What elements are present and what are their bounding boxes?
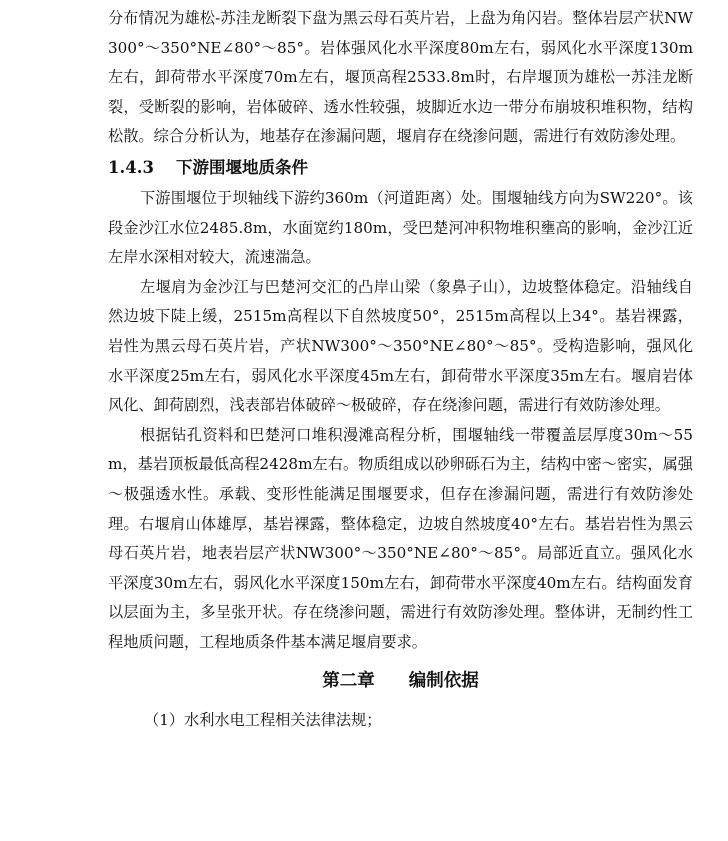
section-heading [108, 152, 693, 184]
document-page [108, 4, 693, 735]
paragraph-upstream-cofferdam-end: 分布情况为雄松-苏洼龙断裂下盘为黑云母石英片岩，上盘为角闪岩。整体岩层产状NW300°～350°NE∠80°～85°。岩体强风化水平深度80m左右，弱风化水平深度130m左右，卸荷带水平深度70m左右，堰顶高程2533.8m时，右岸堰顶为雄松一苏洼龙断裂，受断裂的影响，岩体破碎、透水性较强，坡脚近水边一带分布崩坡积堆积物，结构松散。综合分析认为，地基存在渗漏问题，堰肩存在绕渗问题，需进行有效防渗处理。 [108, 9, 693, 146]
section-title: 下游围堰地质条件 [176, 157, 308, 177]
section-number: 1.4.3 [108, 157, 154, 177]
chapter-title: 编制依据 [408, 671, 479, 692]
list-item: （1）水利水电工程相关法律法规； [144, 711, 382, 730]
paragraph-left-abutment: 左堰肩为金沙江与巴楚河交汇的凸岸山梁（象鼻子山），边坡整体稳定。沿轴线自然边坡下陡上缓，2515m高程以下自然坡度50°，2515m高程以上34°。基岩裸露，岩性为黑云母石英片岩，产状NW300°～350°NE∠80°～85°。受构造影响，强风化水平深度25m左右，弱风化水平深度45m左右，卸荷带水平深度35m左右。堰肩岩体风化、卸荷剧烈，浅表部岩体破碎～极破碎，存在绕渗问题，需进行有效防渗处理。 [108, 277, 693, 415]
chapter-heading [108, 657, 693, 705]
chapter-number: 第二章 [322, 671, 375, 692]
paragraph-downstream-cofferdam-location: 下游围堰位于坝轴线下游约360m（河道距离）处。围堰轴线方向为SW220°。该段金沙江水位2485.8m，水面宽约180m，受巴楚河冲积物堆积壅高的影响，金沙江近左岸水深相对较大，流速湍急。 [108, 188, 693, 267]
paragraph-overburden-and-right-abutment: 根据钻孔资料和巴楚河口堆积漫滩高程分析，围堰轴线一带覆盖层厚度30m～55m，基岩顶板最低高程2428m左右。物质组成以砂卵砾石为主，结构中密～密实，属强～极强透水性。承载、变形性能满足围堰要求，但存在渗漏问题，需进行有效防渗处理。右堰肩山体雄厚，基岩裸露，整体稳定，边坡自然坡度40°左右。基岩岩性为黑云母石英片岩，地表岩层产状NW300°～350°NE∠80°～85°。局部近直立。强风化水平深度30m左右，弱风化水平深度150m左右，卸荷带水平深度40m左右。结构面发育以层面为主，多呈张开状。存在绕渗问题，需进行有效防渗处理。整体讲，无制约性工程地质问题，工程地质条件基本满足堰肩要求。 [108, 425, 693, 651]
